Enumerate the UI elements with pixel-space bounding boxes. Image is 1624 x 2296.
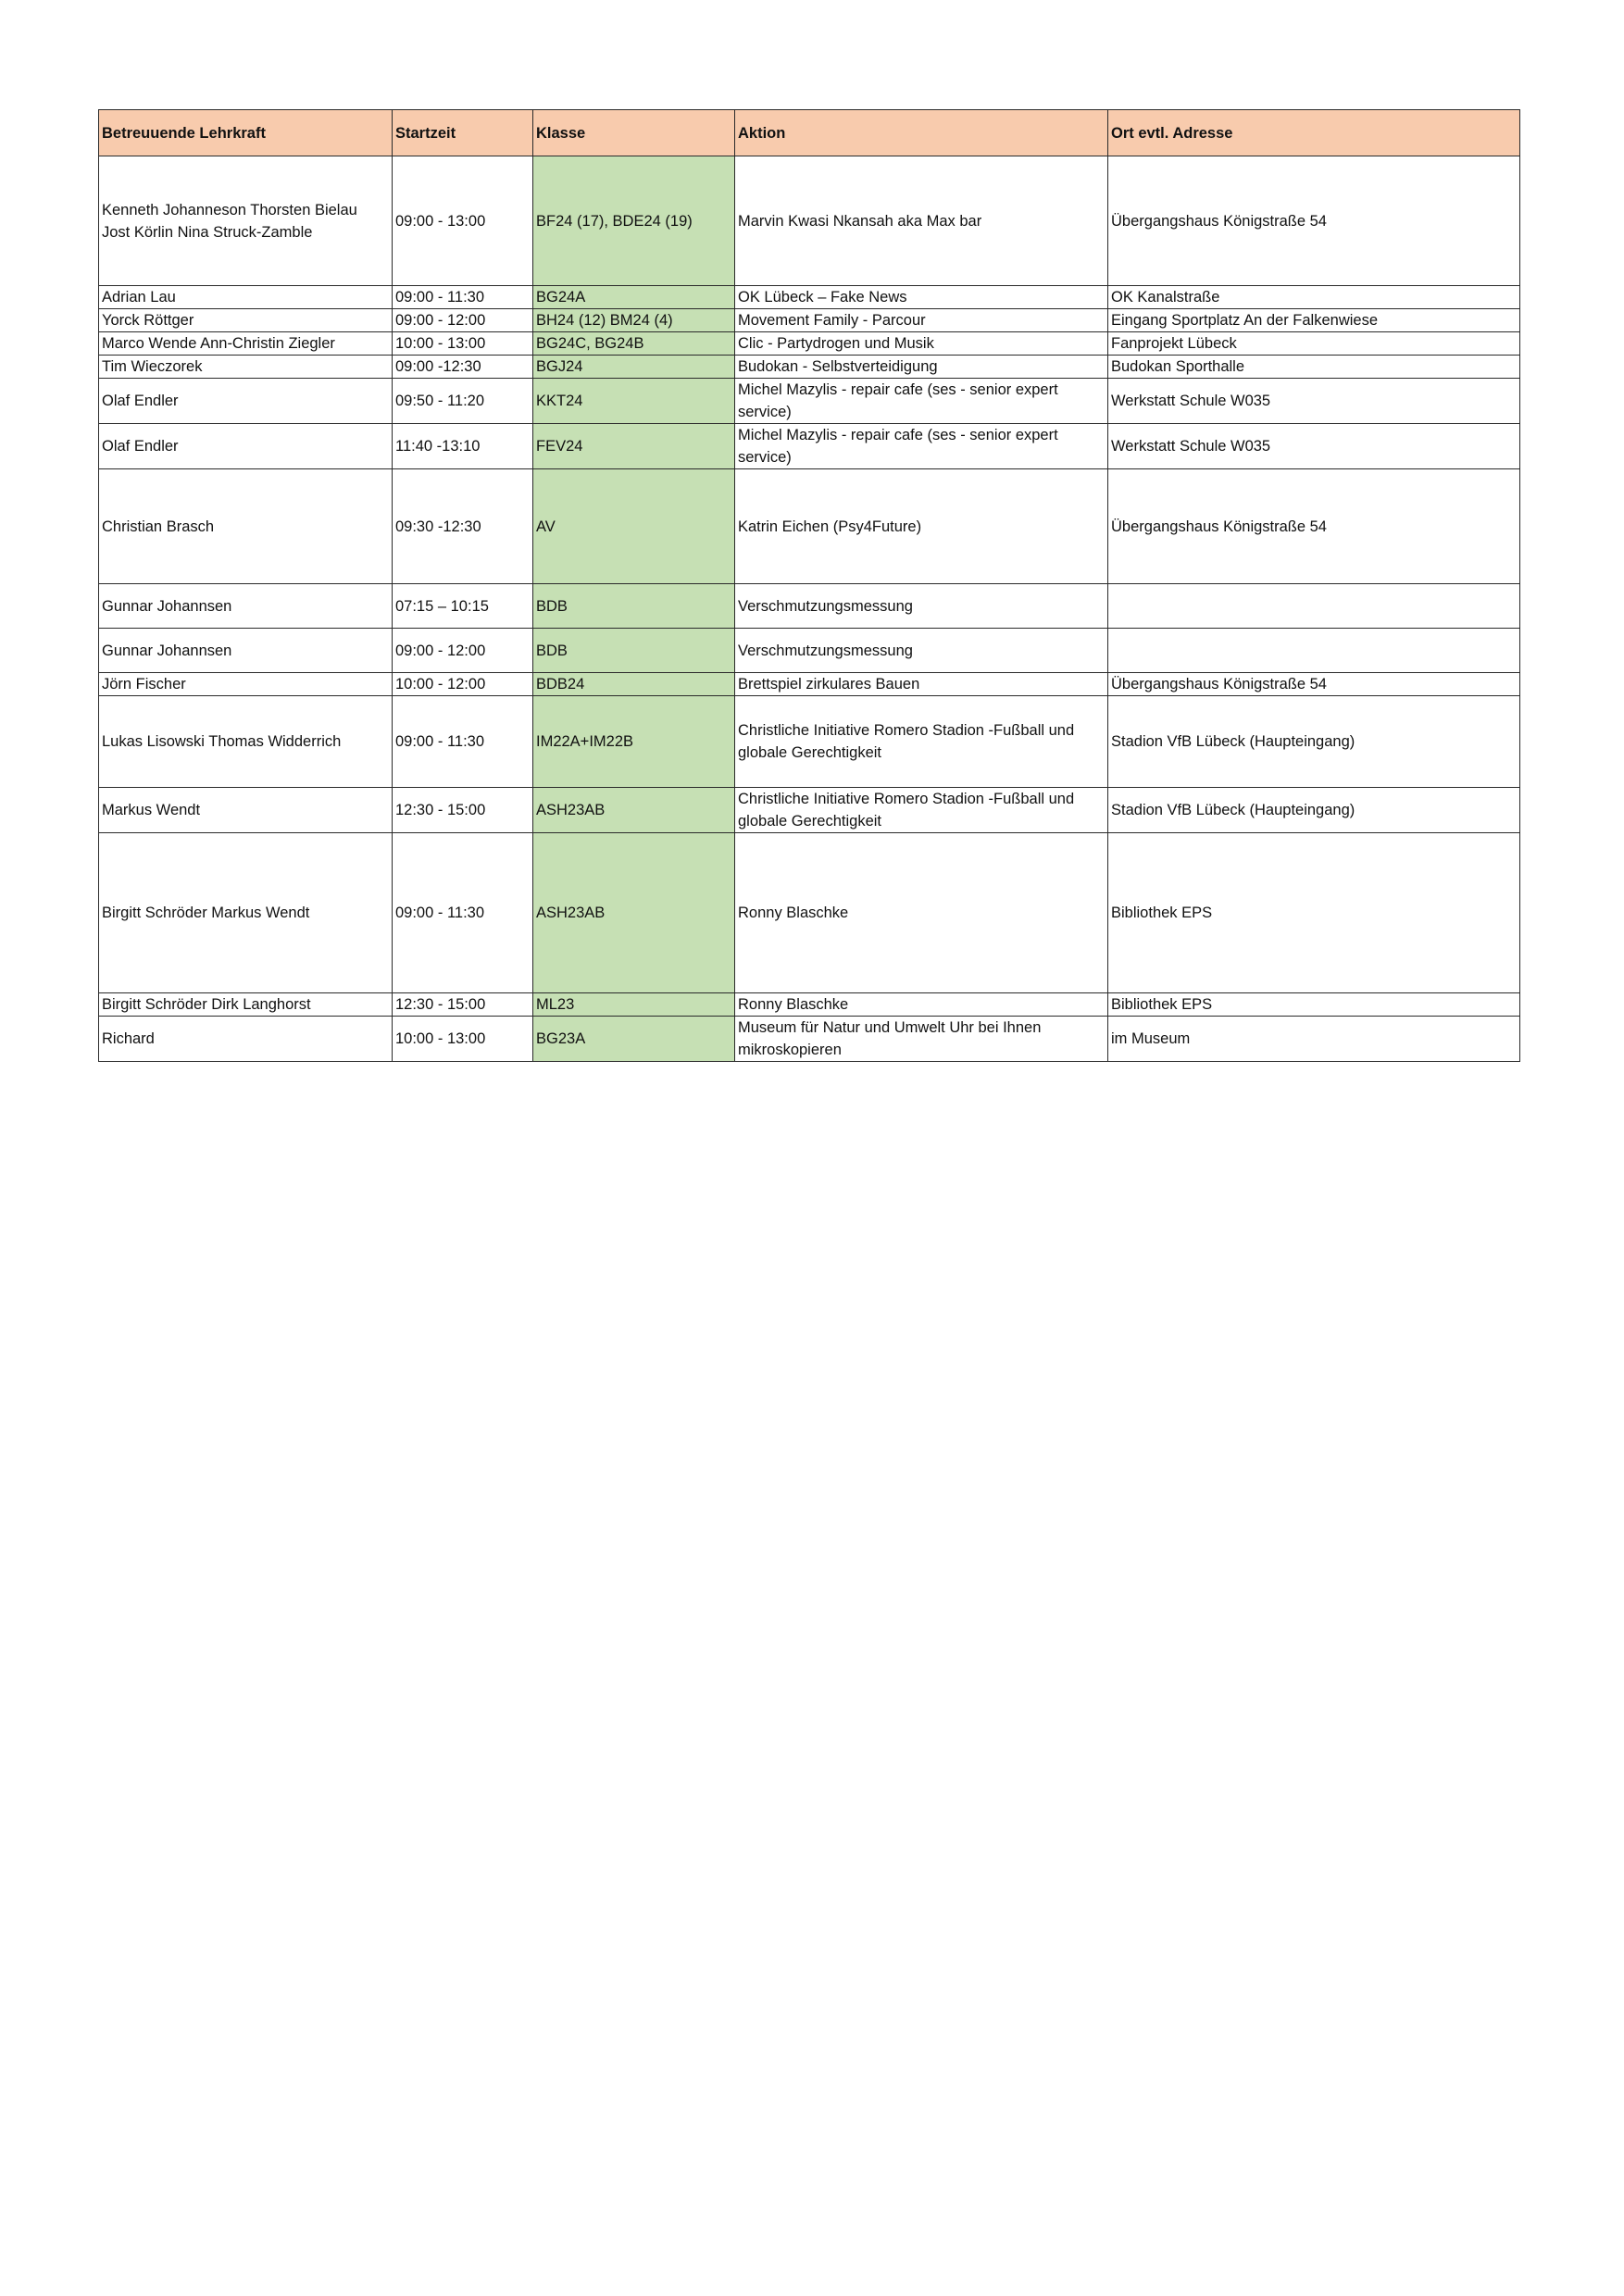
cell-lehrkraft: Marco Wende Ann-Christin Ziegler (99, 332, 393, 356)
cell-ort: Übergangshaus Königstraße 54 (1108, 156, 1520, 286)
cell-ort: Stadion VfB Lübeck (Haupteingang) (1108, 696, 1520, 788)
schedule-table (98, 109, 1520, 1062)
cell-aktion: Ronny Blaschke (735, 833, 1108, 993)
cell-lehrkraft: Gunnar Johannsen (99, 584, 393, 629)
cell-ort: Werkstatt Schule W035 (1108, 424, 1520, 469)
cell-startzeit: 12:30 - 15:00 (393, 788, 533, 833)
table-row (99, 379, 1520, 424)
table-row (99, 1017, 1520, 1062)
cell-klasse: BGJ24 (533, 356, 735, 379)
cell-klasse: BG24A (533, 286, 735, 309)
table-row (99, 993, 1520, 1017)
cell-ort: im Museum (1108, 1017, 1520, 1062)
cell-aktion: Movement Family - Parcour (735, 309, 1108, 332)
cell-aktion: Verschmutzungsmessung (735, 629, 1108, 673)
cell-lehrkraft: Yorck Röttger (99, 309, 393, 332)
cell-ort: Fanprojekt Lübeck (1108, 332, 1520, 356)
cell-startzeit: 12:30 - 15:00 (393, 993, 533, 1017)
cell-startzeit: 09:50 - 11:20 (393, 379, 533, 424)
cell-lehrkraft: Olaf Endler (99, 379, 393, 424)
cell-aktion: Christliche Initiative Romero Stadion -Fußball und globale Gerechtigkeit (735, 788, 1108, 833)
cell-startzeit: 10:00 - 13:00 (393, 1017, 533, 1062)
header-ort: Ort evtl. Adresse (1108, 110, 1520, 156)
cell-lehrkraft: Birgitt Schröder Markus Wendt (99, 833, 393, 993)
cell-lehrkraft: Olaf Endler (99, 424, 393, 469)
cell-klasse: BG23A (533, 1017, 735, 1062)
cell-startzeit: 11:40 -13:10 (393, 424, 533, 469)
cell-aktion: Ronny Blaschke (735, 993, 1108, 1017)
header-klasse: Klasse (533, 110, 735, 156)
cell-startzeit: 10:00 - 13:00 (393, 332, 533, 356)
cell-aktion: Budokan - Selbstverteidigung (735, 356, 1108, 379)
table-row (99, 309, 1520, 332)
cell-aktion: Verschmutzungsmessung (735, 584, 1108, 629)
header-aktion: Aktion (735, 110, 1108, 156)
cell-klasse: BDB (533, 629, 735, 673)
schedule-sheet (98, 109, 1520, 1062)
cell-aktion: OK Lübeck – Fake News (735, 286, 1108, 309)
cell-startzeit: 09:00 - 13:00 (393, 156, 533, 286)
cell-startzeit: 09:30 -12:30 (393, 469, 533, 584)
cell-ort: Übergangshaus Königstraße 54 (1108, 469, 1520, 584)
cell-startzeit: 09:00 - 11:30 (393, 833, 533, 993)
header-startzeit: Startzeit (393, 110, 533, 156)
cell-ort: Bibliothek EPS (1108, 833, 1520, 993)
cell-klasse: ML23 (533, 993, 735, 1017)
cell-ort: Werkstatt Schule W035 (1108, 379, 1520, 424)
cell-startzeit: 09:00 - 12:00 (393, 309, 533, 332)
cell-startzeit: 09:00 - 11:30 (393, 696, 533, 788)
cell-lehrkraft: Birgitt Schröder Dirk Langhorst (99, 993, 393, 1017)
cell-klasse: ASH23AB (533, 788, 735, 833)
cell-klasse: KKT24 (533, 379, 735, 424)
cell-aktion: Michel Mazylis - repair cafe (ses - senior expert service) (735, 424, 1108, 469)
table-row (99, 156, 1520, 286)
table-row (99, 286, 1520, 309)
table-row (99, 584, 1520, 629)
header-lehrkraft: Betreuuende Lehrkraft (99, 110, 393, 156)
cell-ort (1108, 629, 1520, 673)
cell-ort: Eingang Sportplatz An der Falkenwiese (1108, 309, 1520, 332)
cell-lehrkraft: Richard (99, 1017, 393, 1062)
cell-ort (1108, 584, 1520, 629)
header-row (99, 110, 1520, 156)
table-row (99, 833, 1520, 993)
cell-lehrkraft: Markus Wendt (99, 788, 393, 833)
cell-klasse: BG24C, BG24B (533, 332, 735, 356)
cell-aktion: Michel Mazylis - repair cafe (ses - senior expert service) (735, 379, 1108, 424)
cell-klasse: BF24 (17), BDE24 (19) (533, 156, 735, 286)
cell-ort: Budokan Sporthalle (1108, 356, 1520, 379)
table-row (99, 696, 1520, 788)
cell-lehrkraft: Gunnar Johannsen (99, 629, 393, 673)
cell-lehrkraft: Adrian Lau (99, 286, 393, 309)
table-row (99, 629, 1520, 673)
table-row (99, 673, 1520, 696)
cell-ort: Bibliothek EPS (1108, 993, 1520, 1017)
cell-klasse: BDB (533, 584, 735, 629)
cell-startzeit: 07:15 – 10:15 (393, 584, 533, 629)
cell-aktion: Brettspiel zirkulares Bauen (735, 673, 1108, 696)
cell-klasse: BDB24 (533, 673, 735, 696)
table-row (99, 332, 1520, 356)
table-row (99, 356, 1520, 379)
cell-klasse: AV (533, 469, 735, 584)
cell-lehrkraft: Tim Wieczorek (99, 356, 393, 379)
cell-ort: Stadion VfB Lübeck (Haupteingang) (1108, 788, 1520, 833)
cell-aktion: Museum für Natur und Umwelt Uhr bei Ihnen mikroskopieren (735, 1017, 1108, 1062)
cell-aktion: Marvin Kwasi Nkansah aka Max bar (735, 156, 1108, 286)
cell-aktion: Clic - Partydrogen und Musik (735, 332, 1108, 356)
cell-startzeit: 09:00 -12:30 (393, 356, 533, 379)
cell-lehrkraft: Lukas Lisowski Thomas Widderrich (99, 696, 393, 788)
cell-ort: OK Kanalstraße (1108, 286, 1520, 309)
cell-startzeit: 10:00 - 12:00 (393, 673, 533, 696)
cell-aktion: Katrin Eichen (Psy4Future) (735, 469, 1108, 584)
cell-klasse: BH24 (12) BM24 (4) (533, 309, 735, 332)
cell-ort: Übergangshaus Königstraße 54 (1108, 673, 1520, 696)
cell-aktion: Christliche Initiative Romero Stadion -Fußball und globale Gerechtigkeit (735, 696, 1108, 788)
cell-startzeit: 09:00 - 11:30 (393, 286, 533, 309)
cell-lehrkraft: Christian Brasch (99, 469, 393, 584)
cell-klasse: ASH23AB (533, 833, 735, 993)
table-row (99, 424, 1520, 469)
cell-lehrkraft: Kenneth Johanneson Thorsten Bielau Jost Körlin Nina Struck-Zamble (99, 156, 393, 286)
cell-startzeit: 09:00 - 12:00 (393, 629, 533, 673)
cell-klasse: IM22A+IM22B (533, 696, 735, 788)
table-row (99, 788, 1520, 833)
cell-klasse: FEV24 (533, 424, 735, 469)
cell-lehrkraft: Jörn Fischer (99, 673, 393, 696)
table-row (99, 469, 1520, 584)
